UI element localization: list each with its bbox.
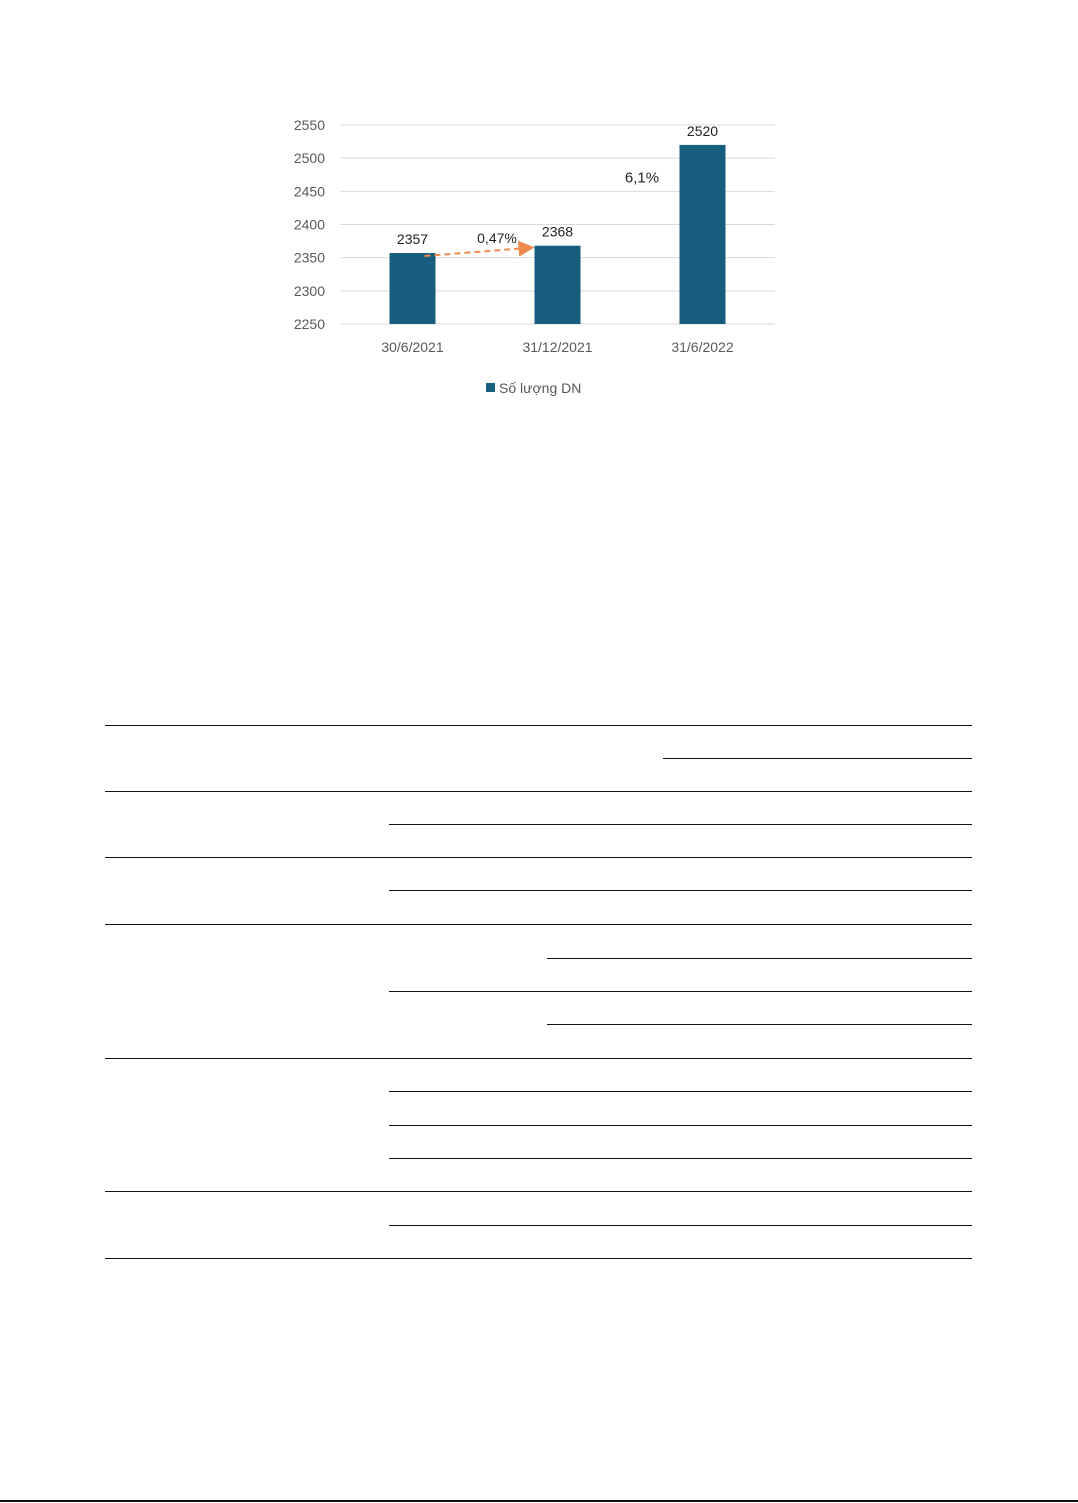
y-tick-label: 2400 [293, 216, 325, 233]
growth-annotation: 6,1% [624, 169, 660, 187]
table-rule [663, 758, 972, 759]
y-tick-label: 2300 [293, 282, 325, 299]
table-rule [105, 791, 972, 792]
table-rule [547, 958, 972, 959]
data-label: 2357 [396, 231, 429, 248]
table-rule [389, 890, 972, 891]
x-tick-label: 30/6/2021 [381, 339, 444, 355]
x-tick-label: 31/6/2022 [671, 339, 734, 355]
bar [390, 253, 436, 324]
page-bottom-rule [0, 1500, 1078, 1502]
data-label: 2368 [541, 223, 574, 240]
legend-swatch [486, 383, 495, 392]
y-tick-label: 2250 [293, 316, 325, 332]
table-rule [547, 1024, 972, 1025]
table-rule [105, 1058, 972, 1059]
y-tick-label: 2500 [293, 150, 325, 167]
y-tick-label: 2350 [293, 249, 325, 266]
bar-chart [260, 105, 800, 415]
table-rule [105, 1191, 972, 1192]
growth-arrow [425, 248, 531, 256]
x-tick-label: 31/12/2021 [522, 339, 593, 355]
bar [680, 145, 726, 324]
y-tick-label: 2550 [293, 117, 325, 133]
table-rule [389, 1225, 972, 1226]
table-rule [105, 1258, 972, 1259]
table-rule [105, 857, 972, 858]
table-rule [389, 824, 972, 825]
table-rule [389, 991, 972, 992]
growth-annotation: 0,47% [477, 230, 517, 247]
table-rule [389, 1158, 972, 1159]
data-label: 2520 [686, 122, 719, 139]
legend-label: Số lượng DN [499, 380, 582, 396]
table-rule [389, 1091, 972, 1092]
table-rule [389, 1125, 972, 1126]
table-rule [105, 924, 972, 925]
bar [535, 246, 581, 324]
table-rule [105, 725, 972, 726]
y-tick-label: 2450 [293, 183, 325, 200]
